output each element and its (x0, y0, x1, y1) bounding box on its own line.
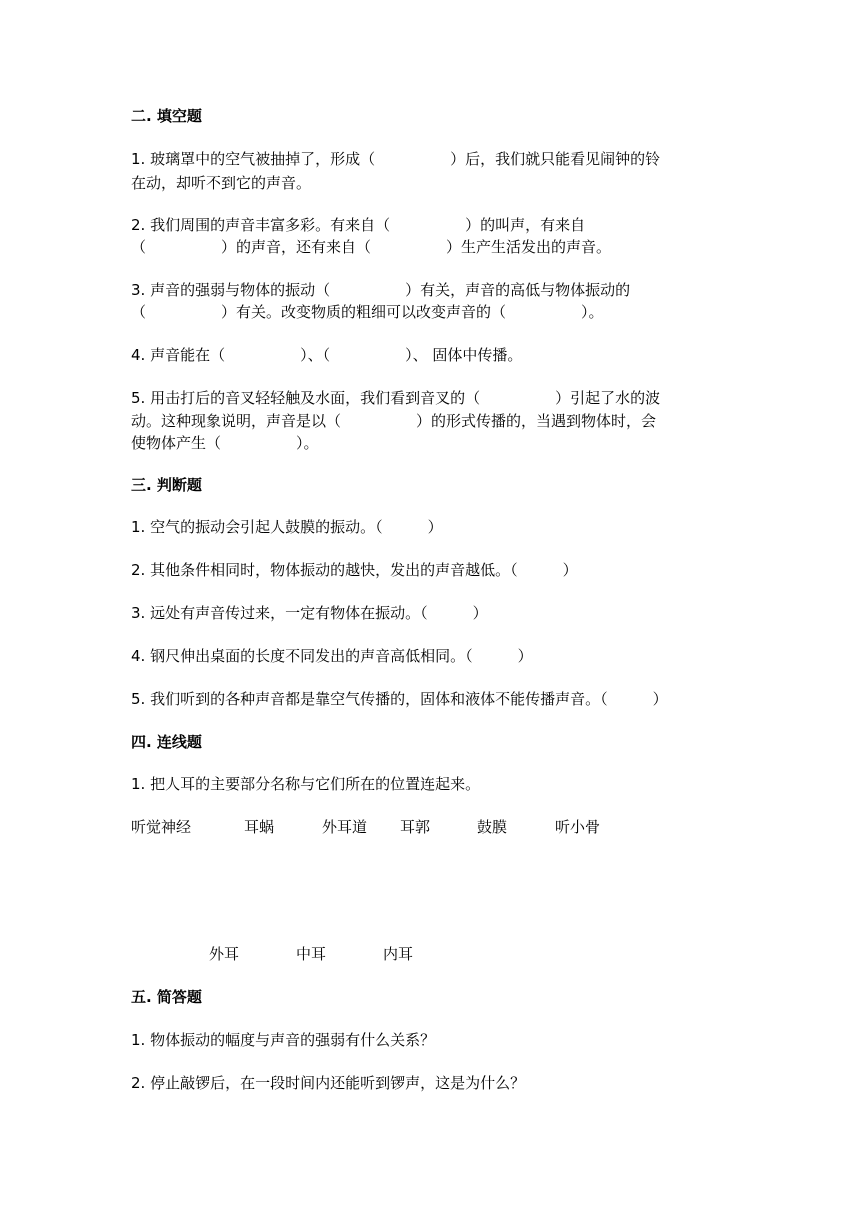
judge-q4: 4. 钢尺伸出桌面的长度不同发出的声音高低相同。（ ） (131, 647, 533, 665)
fill-q3-line2: （ ）有关。改变物质的粗细可以改变声音的（ ）。 (131, 303, 604, 321)
fill-q2-line2: （ ）的声音，还有来自（ ）生产生活发出的声音。 (131, 238, 612, 256)
ear-part-ossicles: 听小骨 (555, 818, 601, 836)
fill-q3-line1: 3. 声音的强弱与物体的振动（ ）有关，声音的高低与物体振动的 (131, 281, 631, 299)
section-heading-fill-blank: 二. 填空题 (131, 107, 202, 125)
ear-part-cochlea: 耳蜗 (244, 818, 275, 836)
fill-q5-line2: 动。这种现象说明，声音是以（ ）的形式传播的，当遇到物体时，会 (131, 412, 657, 430)
ear-position-outer: 外耳 (209, 945, 240, 963)
fill-q4-line1: 4. 声音能在（ ）、（ ）、 固体中传播。 (131, 346, 523, 364)
ear-position-inner: 内耳 (383, 945, 414, 963)
fill-q1-line2: 在动，却听不到它的声音。 (131, 174, 312, 192)
judge-q1: 1. 空气的振动会引起人鼓膜的振动。（ ） (131, 518, 443, 536)
ear-part-ear-canal: 外耳道 (322, 818, 368, 836)
fill-q5-line3: 使物体产生（ ）。 (131, 434, 319, 452)
ear-part-auricle: 耳郭 (400, 818, 431, 836)
section-heading-short-answer: 五. 简答题 (131, 988, 202, 1006)
fill-q1-line1: 1. 玻璃罩中的空气被抽掉了，形成（ ）后，我们就只能看见闹钟的铃 (131, 150, 661, 168)
section-heading-matching: 四. 连线题 (131, 733, 202, 751)
fill-q2-line1: 2. 我们周围的声音丰富多彩。有来自（ ）的叫声，有来自 (131, 216, 586, 234)
judge-q2: 2. 其他条件相同时，物体振动的越快，发出的声音越低。（ ） (131, 561, 578, 579)
short-q2: 2. 停止敲锣后，在一段时间内还能听到锣声，这是为什么？ (131, 1074, 526, 1092)
fill-q5-line1: 5. 用击打后的音叉轻轻触及水面，我们看到音叉的（ ）引起了水的波 (131, 389, 661, 407)
short-q1: 1. 物体振动的幅度与声音的强弱有什么关系？ (131, 1031, 436, 1049)
match-q1: 1. 把人耳的主要部分名称与它们所在的位置连起来。 (131, 775, 481, 793)
judge-q5: 5. 我们听到的各种声音都是靠空气传播的，固体和液体不能传播声音。（ ） (131, 690, 668, 708)
section-heading-true-false: 三. 判断题 (131, 476, 202, 494)
ear-part-auditory-nerve: 听觉神经 (131, 818, 192, 836)
judge-q3: 3. 远处有声音传过来，一定有物体在振动。（ ） (131, 604, 488, 622)
ear-part-eardrum: 鼓膜 (477, 818, 508, 836)
ear-position-middle: 中耳 (296, 945, 327, 963)
